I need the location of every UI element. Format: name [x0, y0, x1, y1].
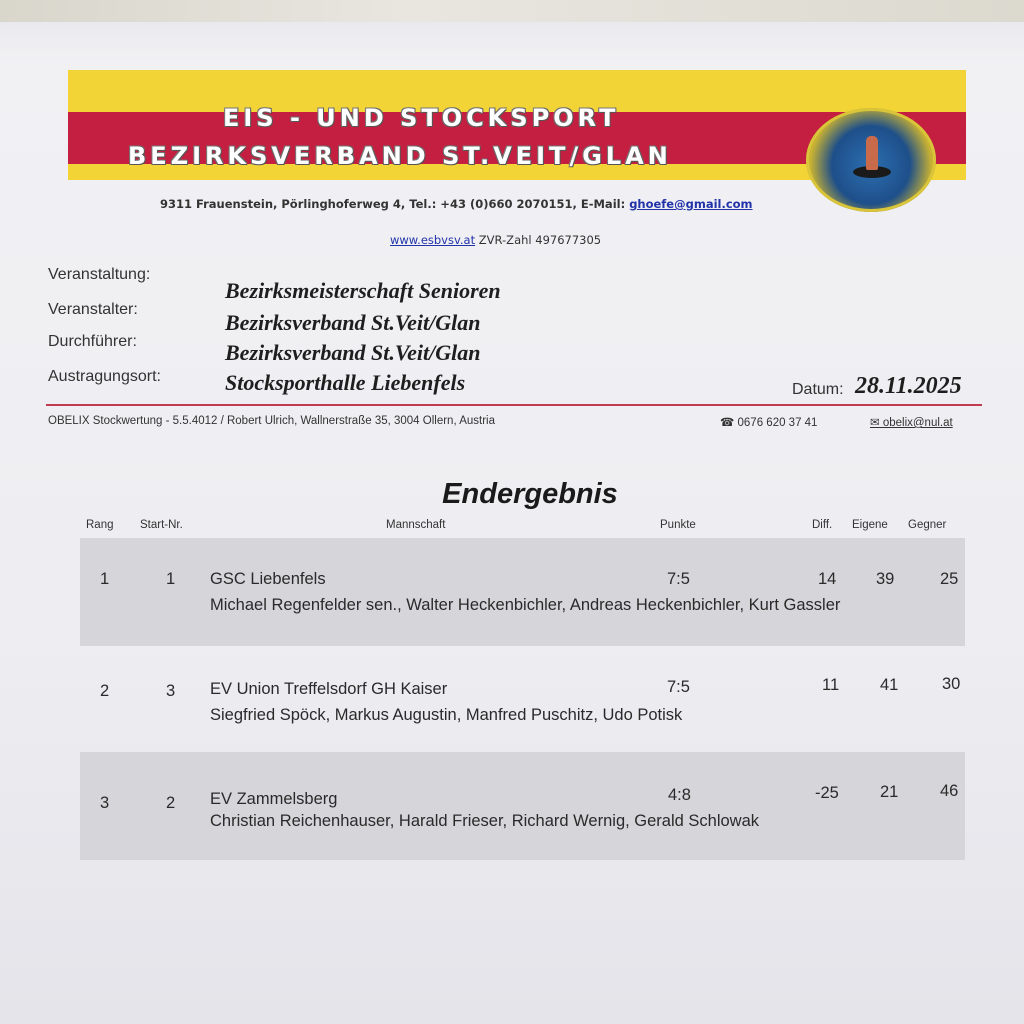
veranstaltung-value: Bezirksmeisterschaft Senioren [225, 278, 501, 303]
team-cell: EV Union Treffelsdorf GH Kaiser [210, 680, 448, 698]
banner-title-line2: BEZIRKSVERBAND ST.VEIT/GLAN [128, 142, 672, 170]
banner-title-line1: EIS - UND STOCKSPORT [223, 104, 620, 132]
table-row [80, 538, 965, 646]
durchfuehrer-label: Durchführer: [48, 333, 137, 350]
rang-cell: 2 [100, 682, 110, 700]
veranstalter-value: Bezirksverband St.Veit/Glan [225, 310, 481, 335]
punkte-cell: 4:8 [668, 786, 691, 804]
email-link[interactable]: ghoefe@gmail.com [629, 197, 753, 211]
page-title: Endergebnis [442, 478, 618, 510]
team-cell: GSC Liebenfels [210, 570, 326, 588]
zvr-number: ZVR-Zahl 497677305 [478, 233, 602, 247]
footer-email[interactable]: ✉ obelix@nul.at [870, 417, 953, 429]
gegner-cell: 25 [940, 570, 959, 588]
eigene-cell: 41 [880, 676, 899, 694]
col-team: Mannschaft [386, 519, 446, 531]
stock-handle-icon [866, 136, 878, 170]
col-punkte: Punkte [660, 519, 696, 531]
club-logo-icon [806, 108, 936, 212]
eigene-cell: 21 [880, 783, 899, 801]
players-cell: Michael Regenfelder sen., Walter Heckenbichler, Andreas Heckenbichler, Kurt Gassler [210, 596, 841, 614]
eigene-cell: 39 [876, 570, 895, 588]
diff-cell: -25 [815, 784, 839, 802]
team-cell: EV Zammelsberg [210, 790, 338, 808]
start-cell: 2 [166, 794, 176, 812]
durchfuehrer-value: Bezirksverband St.Veit/Glan [225, 340, 481, 365]
diff-cell: 14 [818, 570, 837, 588]
ort-value: Stocksporthalle Liebenfels [225, 370, 466, 395]
col-gegner: Gegner [908, 519, 947, 531]
website-line [390, 233, 601, 247]
address-text: 9311 Frauenstein, Pörlinghoferweg 4, Tel.: +43 (0)660 2070151, E-Mail: [160, 197, 630, 211]
paper-edge [0, 0, 1024, 22]
table-row [80, 648, 965, 756]
col-diff: Diff. [812, 519, 833, 531]
address-line [160, 197, 753, 211]
punkte-cell: 7:5 [667, 678, 690, 696]
veranstalter-label: Veranstalter: [48, 301, 138, 318]
rang-cell: 3 [100, 794, 110, 812]
table-row [80, 752, 965, 860]
players-cell: Christian Reichenhauser, Harald Frieser, Richard Wernig, Gerald Schlowak [210, 812, 760, 830]
footer-phone: ☎ 0676 620 37 41 [720, 417, 818, 429]
start-cell: 1 [166, 570, 176, 588]
datum-value: 28.11.2025 [855, 373, 962, 399]
diff-cell: 11 [822, 676, 840, 694]
software-credit: OBELIX Stockwertung - 5.5.4012 / Robert Ulrich, Wallnerstraße 35, 3004 Ollern, Austria [48, 415, 496, 427]
col-eigene: Eigene [852, 519, 888, 531]
ort-label: Austragungsort: [48, 368, 161, 385]
col-start: Start-Nr. [140, 519, 183, 531]
gegner-cell: 30 [942, 675, 961, 693]
veranstaltung-label: Veranstaltung: [48, 266, 151, 283]
players-cell: Siegfried Spöck, Markus Augustin, Manfred Puschitz, Udo Potisk [210, 706, 683, 724]
start-cell: 3 [166, 682, 176, 700]
header-divider [46, 404, 982, 406]
col-rang: Rang [86, 519, 114, 531]
rang-cell: 1 [100, 570, 110, 588]
gegner-cell: 46 [940, 782, 959, 800]
datum-label: Datum: [792, 381, 844, 398]
punkte-cell: 7:5 [667, 570, 690, 588]
website-link[interactable]: www.esbvsv.at [390, 233, 476, 247]
